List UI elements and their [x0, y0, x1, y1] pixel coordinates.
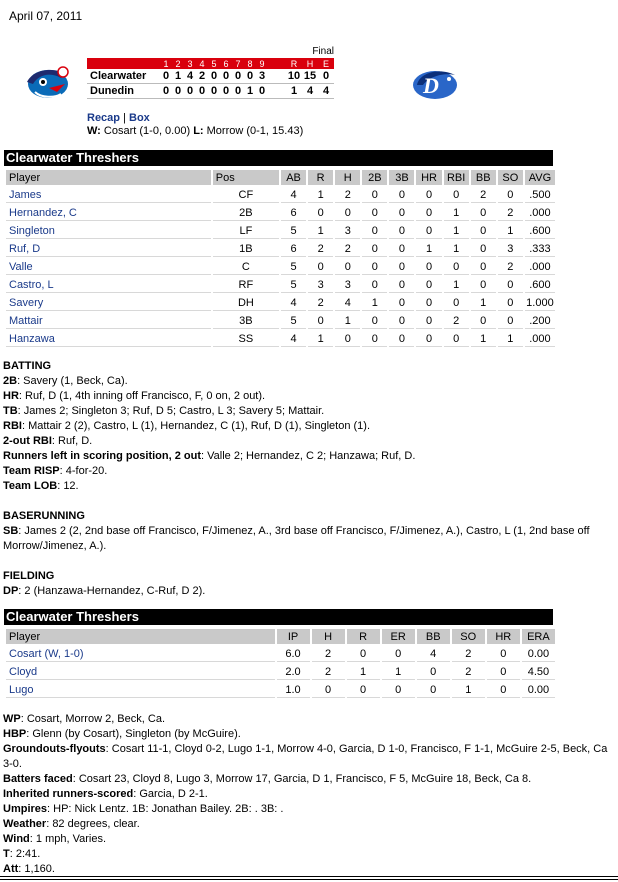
stat-cell: 0: [444, 331, 469, 347]
stat-cell: 1: [444, 277, 469, 293]
batting-row: [6, 331, 555, 347]
stat-cell: 3: [335, 223, 360, 239]
stat-cell: 4: [335, 295, 360, 311]
game-date: April 07, 2011: [9, 9, 83, 23]
stat-cell: 0: [498, 277, 523, 293]
stat-cell: 1: [308, 223, 333, 239]
position-cell: SS: [213, 331, 279, 347]
game-note: Umpires: HP: Nick Lentz. 1B: Jonathan Bailey. 2B: . 3B: .: [3, 803, 284, 815]
stat-cell: 0: [362, 259, 387, 275]
stat-cell: 0: [362, 187, 387, 203]
stat-cell: 0: [389, 259, 414, 275]
stat-cell: 0: [471, 223, 496, 239]
batting-note: HR: Ruf, D (1, 4th inning off Francisco, F, 0 on, 2 out).: [3, 390, 266, 402]
stat-cell: 1: [444, 241, 469, 257]
stat-cell: 0: [335, 259, 360, 275]
stat-cell: 2: [308, 241, 333, 257]
team-name: Dunedin: [87, 84, 160, 99]
stat-cell: 5: [281, 313, 306, 329]
pitching-header-row: Player IP H R ER BB SO HR ERA: [6, 629, 555, 644]
pitching-stats-table: [4, 627, 557, 700]
stat-cell: 0: [498, 187, 523, 203]
batting-row: [6, 187, 555, 203]
game-note: Batters faced: Cosart 23, Cloyd 8, Lugo 3, Morrow 17, Garcia, D 1, Francisco, F 5, McGuire 18, Beck, Ca 8.: [3, 773, 532, 785]
stat-cell: 2: [335, 241, 360, 257]
stat-cell: 0: [389, 223, 414, 239]
stat-cell: 2.0: [277, 664, 310, 680]
stat-cell: 5: [281, 259, 306, 275]
stat-cell: 0: [389, 331, 414, 347]
baserunning-notes: BASERUNNING SB: James 2 (2, 2nd base off Francisco, F/Jimenez, A., 3rd base off Francisco, F/Jimenez, A.), Castro, L (1, 2nd base off Morrow/Jimenez, A.).: [3, 509, 608, 554]
stat-cell: 0: [471, 259, 496, 275]
stat-cell: .000: [525, 331, 555, 347]
stat-cell: 0: [487, 664, 520, 680]
stat-cell: 1: [444, 205, 469, 221]
stat-cell: 3: [335, 277, 360, 293]
pitching-row: [6, 664, 555, 680]
player-link[interactable]: Ruf, D: [6, 241, 211, 257]
player-link[interactable]: James: [6, 187, 211, 203]
position-cell: 2B: [213, 205, 279, 221]
batting-row: [6, 205, 555, 221]
stat-cell: 0: [416, 295, 441, 311]
linescore-team-row: Clearwater 0 1 4 2 0 0 0 0 3 10 15 0: [87, 69, 334, 84]
stat-cell: 0: [362, 205, 387, 221]
batting-note: Team LOB: 12.: [3, 480, 79, 492]
stat-cell: .500: [525, 187, 555, 203]
stat-cell: 0: [471, 241, 496, 257]
batting-row: [6, 241, 555, 257]
stat-cell: 1: [347, 664, 380, 680]
stat-cell: 0: [362, 241, 387, 257]
stat-cell: 0: [416, 313, 441, 329]
batting-note: Runners left in scoring position, 2 out: Valle 2; Hernandez, C 2; Hanzawa; Ruf, D.: [3, 450, 416, 462]
batting-row: [6, 277, 555, 293]
position-cell: RF: [213, 277, 279, 293]
stat-cell: 1: [382, 664, 415, 680]
stat-cell: 0: [312, 682, 345, 698]
player-link[interactable]: Singleton: [6, 223, 211, 239]
position-cell: DH: [213, 295, 279, 311]
svg-text:D: D: [423, 73, 439, 98]
stat-cell: 2: [312, 646, 345, 662]
stat-cell: 0: [335, 205, 360, 221]
stat-cell: .600: [525, 223, 555, 239]
player-link[interactable]: Savery: [6, 295, 211, 311]
stat-cell: 0: [389, 295, 414, 311]
stat-cell: 0: [389, 277, 414, 293]
recap-link[interactable]: Recap: [87, 112, 121, 124]
stat-cell: 0: [416, 187, 441, 203]
stat-cell: 0: [382, 646, 415, 662]
batting-note: 2B: Savery (1, Beck, Ca).: [3, 375, 128, 387]
player-link[interactable]: Hanzawa: [6, 331, 211, 347]
stat-cell: .333: [525, 241, 555, 257]
stat-cell: .200: [525, 313, 555, 329]
stat-cell: 2: [452, 664, 485, 680]
stat-cell: 6.0: [277, 646, 310, 662]
position-cell: LF: [213, 223, 279, 239]
stat-cell: 1: [362, 295, 387, 311]
stat-cell: 0: [335, 331, 360, 347]
stat-cell: 1: [444, 223, 469, 239]
stat-cell: 5: [281, 277, 306, 293]
player-link[interactable]: Valle: [6, 259, 211, 275]
game-note: WP: Cosart, Morrow 2, Beck, Ca.: [3, 713, 165, 725]
stat-cell: 1: [335, 313, 360, 329]
stat-cell: 3: [308, 277, 333, 293]
stat-cell: 0: [498, 313, 523, 329]
stat-cell: 0.00: [522, 646, 555, 662]
stat-cell: 0: [416, 259, 441, 275]
player-link[interactable]: Hernandez, C: [6, 205, 211, 221]
stat-cell: 1: [452, 682, 485, 698]
stat-cell: 1: [308, 331, 333, 347]
game-notes: [3, 712, 608, 877]
player-link[interactable]: Mattair: [6, 313, 211, 329]
stat-cell: 0: [362, 331, 387, 347]
game-note: Wind: 1 mph, Varies.: [3, 833, 106, 845]
stat-cell: 0.00: [522, 682, 555, 698]
stat-cell: 0: [487, 646, 520, 662]
stat-cell: 0: [389, 205, 414, 221]
game-note: Groundouts-flyouts: Cosart 11-1, Cloyd 0-2, Lugo 1-1, Morrow 4-0, Garcia, D 1-0, Francisco, F 1-1, McGuire 2-5, Beck, Ca 3-0.: [3, 743, 608, 770]
pitching-row: [6, 646, 555, 662]
stat-cell: 2: [498, 205, 523, 221]
stat-cell: .600: [525, 277, 555, 293]
stat-cell: 4: [417, 646, 450, 662]
stat-cell: 2: [444, 313, 469, 329]
stat-cell: 4: [281, 187, 306, 203]
linescore-header-row: 1 2 3 4 5 6 7 8 9 R H E: [87, 58, 334, 69]
game-links: Recap | Box: [87, 112, 150, 124]
pitcher-link[interactable]: Cloyd: [6, 664, 275, 680]
game-note: T: 2:41.: [3, 848, 41, 860]
stat-cell: 0: [416, 223, 441, 239]
stat-cell: 0: [487, 682, 520, 698]
linescore-team-row: Dunedin 0 0 0 0 0 0 0 1 0 1 4 4: [87, 84, 334, 99]
stat-cell: 0: [498, 295, 523, 311]
batting-note: 2-out RBI: Ruf, D.: [3, 435, 93, 447]
stat-cell: 0: [444, 259, 469, 275]
stat-cell: 0: [389, 187, 414, 203]
dunedin-blue-jays-logo: [409, 63, 461, 103]
pitching-team-banner: Clearwater Threshers: [4, 609, 553, 625]
clearwater-threshers-logo: [21, 60, 73, 102]
stat-cell: 0: [362, 223, 387, 239]
fielding-notes: FIELDING DP: 2 (Hanzawa-Hernandez, C-Ruf, D 2).: [3, 569, 608, 599]
stat-cell: 1: [498, 223, 523, 239]
stat-cell: 0: [389, 313, 414, 329]
stat-cell: 4: [281, 331, 306, 347]
stat-cell: 1.000: [525, 295, 555, 311]
stat-cell: 0: [417, 664, 450, 680]
stat-cell: 5: [281, 223, 306, 239]
linescore-table: [87, 45, 334, 99]
batting-team-banner: Clearwater Threshers: [4, 150, 553, 166]
position-cell: 3B: [213, 313, 279, 329]
footer-divider: [0, 876, 618, 880]
stat-cell: 4.50: [522, 664, 555, 680]
fielding-note: DP: 2 (Hanzawa-Hernandez, C-Ruf, D 2).: [3, 585, 206, 597]
box-link[interactable]: Box: [129, 112, 150, 124]
stat-cell: 1.0: [277, 682, 310, 698]
pitching-row: [6, 682, 555, 698]
stat-cell: 0: [347, 682, 380, 698]
pitcher-link[interactable]: Cosart (W, 1-0): [6, 646, 275, 662]
stat-cell: 1: [498, 331, 523, 347]
game-note: Weather: 82 degrees, clear.: [3, 818, 140, 830]
position-cell: C: [213, 259, 279, 275]
stat-cell: 0: [362, 277, 387, 293]
stat-cell: 0: [444, 187, 469, 203]
stat-cell: 4: [281, 295, 306, 311]
position-cell: 1B: [213, 241, 279, 257]
game-status: Final: [312, 46, 334, 57]
stat-cell: 0: [382, 682, 415, 698]
batting-row: [6, 223, 555, 239]
stat-cell: 1: [471, 331, 496, 347]
stat-cell: 0: [308, 313, 333, 329]
stat-cell: 1: [416, 241, 441, 257]
stat-cell: 0: [308, 259, 333, 275]
position-cell: CF: [213, 187, 279, 203]
batting-row: [6, 313, 555, 329]
pitcher-link[interactable]: Lugo: [6, 682, 275, 698]
game-note: Inherited runners-scored: Garcia, D 2-1.: [3, 788, 208, 800]
stat-cell: 1: [471, 295, 496, 311]
stat-cell: 6: [281, 205, 306, 221]
stat-cell: 0: [417, 682, 450, 698]
stat-cell: 6: [281, 241, 306, 257]
stat-cell: 3: [498, 241, 523, 257]
stat-cell: 0: [416, 205, 441, 221]
game-note: Att: 1,160.: [3, 863, 55, 875]
batting-notes: BATTING 2B: Savery (1, Beck, Ca). HR: Ruf, D (1, 4th inning off Francisco, F, 0 on, 2 out). TB: James 2; Singleton 3; Ruf, D 5; Castro, L 3; Savery 5; Mattair. RBI: Mattair 2 (2), Castro, L (1), Hernandez, C (1), Ruf, D (1), Singleton (1). 2-out RBI: Ruf, D. Runners left in scoring position, 2 out: Valle 2; Hernandez, C 2; Hanzawa; Ruf, D. Team RISP: 4-for-20. Team LOB: 12.: [3, 359, 608, 494]
stat-cell: 2: [452, 646, 485, 662]
player-link[interactable]: Castro, L: [6, 277, 211, 293]
stat-cell: 0: [444, 295, 469, 311]
stat-cell: 2: [471, 187, 496, 203]
stat-cell: 2: [335, 187, 360, 203]
stat-cell: 2: [308, 295, 333, 311]
stat-cell: 0: [416, 277, 441, 293]
stat-cell: 0: [362, 313, 387, 329]
stat-cell: 0: [471, 277, 496, 293]
stat-cell: 1: [308, 187, 333, 203]
stat-cell: 0: [471, 313, 496, 329]
batting-note: RBI: Mattair 2 (2), Castro, L (1), Hernandez, C (1), Ruf, D (1), Singleton (1).: [3, 420, 370, 432]
stat-cell: 2: [312, 664, 345, 680]
stat-cell: 0: [416, 331, 441, 347]
batting-row: [6, 295, 555, 311]
stat-cell: 0: [308, 205, 333, 221]
batting-row: [6, 259, 555, 275]
batting-note: Team RISP: 4-for-20.: [3, 465, 108, 477]
stat-cell: 0: [471, 205, 496, 221]
stat-cell: 2: [498, 259, 523, 275]
pitcher-decisions: W: Cosart (1-0, 0.00) L: Morrow (0-1, 15.43): [87, 125, 304, 137]
stat-cell: .000: [525, 205, 555, 221]
stat-cell: 0: [389, 241, 414, 257]
game-note: HBP: Glenn (by Cosart), Singleton (by McGuire).: [3, 728, 241, 740]
baserunning-note: SB: James 2 (2, 2nd base off Francisco, F/Jimenez, A., 3rd base off Francisco, F/Jimenez, A.), Castro, L (1, 2nd base off Morrow/Jimenez, A.).: [3, 525, 590, 552]
batting-note: TB: James 2; Singleton 3; Ruf, D 5; Castro, L 3; Savery 5; Mattair.: [3, 405, 325, 417]
team-name: Clearwater: [87, 69, 160, 84]
batting-header-row: Player Pos AB R H 2B 3B HR RBI BB SO AVG: [6, 170, 555, 185]
stat-cell: .000: [525, 259, 555, 275]
stat-cell: 0: [347, 646, 380, 662]
batting-stats-table: [4, 168, 557, 349]
